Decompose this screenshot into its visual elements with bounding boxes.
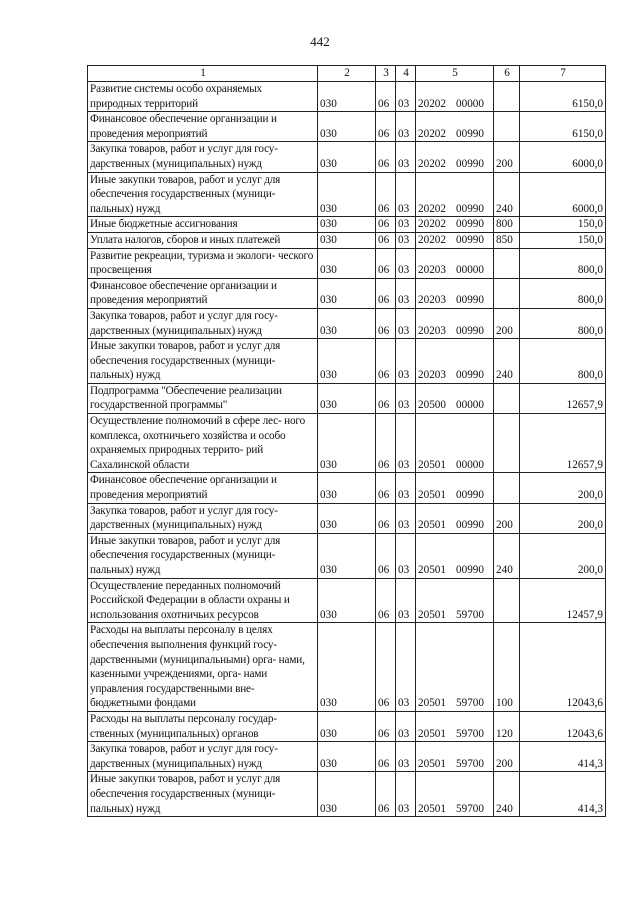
row-subsection-code-cell: 03	[396, 339, 416, 384]
row-amount-cell: 200,0	[520, 533, 606, 578]
row-expense-type-cell: 200	[494, 142, 520, 172]
target-article-program-code: 20501	[418, 697, 446, 710]
row-section-code-cell: 06	[376, 82, 396, 112]
table-row	[88, 742, 606, 772]
row-expense-type-cell: 200	[494, 742, 520, 772]
row-subsection-code-cell: 03	[396, 278, 416, 308]
row-name-cell: Закупка товаров, работ и услуг для госу- дарственных (муниципальных) нужд	[88, 308, 318, 338]
target-article-program-code: 20501	[418, 802, 446, 815]
row-name-cell: Развитие системы особо охраняемых природных территорий	[88, 82, 318, 112]
table-row	[88, 248, 606, 278]
target-article-program-code: 20203	[418, 369, 446, 382]
row-target-article-cell	[416, 711, 494, 741]
row-subsection-code-cell: 03	[396, 742, 416, 772]
row-target-article-cell	[416, 742, 494, 772]
table-row	[88, 142, 606, 172]
row-name-cell: Иные закупки товаров, работ и услуг для обеспечения государственных (муници- пальных) нужд	[88, 172, 318, 217]
row-amount-cell: 150,0	[520, 232, 606, 248]
target-article-direction-code: 00000	[456, 399, 484, 412]
row-amount-cell: 200,0	[520, 473, 606, 503]
table-row	[88, 308, 606, 338]
row-expense-type-cell	[494, 112, 520, 142]
row-amount-cell: 12457,9	[520, 578, 606, 623]
row-ministry-code-cell: 030	[318, 112, 376, 142]
row-section-code-cell: 06	[376, 308, 396, 338]
target-article-direction-code: 00990	[456, 294, 484, 307]
header-col-5: 5	[416, 66, 494, 82]
row-name-cell: Финансовое обеспечение организации и проведения мероприятий	[88, 473, 318, 503]
row-expense-type-cell	[494, 383, 520, 413]
header-col-3: 3	[376, 66, 396, 82]
row-name-cell: Закупка товаров, работ и услуг для госу- дарственных (муниципальных) нужд	[88, 503, 318, 533]
row-expense-type-cell: 240	[494, 772, 520, 817]
row-section-code-cell: 06	[376, 142, 396, 172]
target-article-program-code: 20500	[418, 399, 446, 412]
table-row	[88, 232, 606, 248]
row-name-cell: Финансовое обеспечение организации и проведения мероприятий	[88, 112, 318, 142]
row-amount-cell: 6150,0	[520, 112, 606, 142]
table-body	[88, 82, 606, 817]
row-section-code-cell: 06	[376, 112, 396, 142]
row-target-article-cell	[416, 308, 494, 338]
target-article-direction-code: 00990	[456, 324, 484, 337]
row-section-code-cell: 06	[376, 473, 396, 503]
table-row	[88, 414, 606, 473]
table-row	[88, 503, 606, 533]
row-subsection-code-cell: 03	[396, 232, 416, 248]
row-expense-type-cell: 200	[494, 503, 520, 533]
row-name-cell: Закупка товаров, работ и услуг для госу- дарственных (муниципальных) нужд	[88, 742, 318, 772]
row-name-cell: Расходы на выплаты персоналу государ- ственных (муниципальных) органов	[88, 711, 318, 741]
row-expense-type-cell: 850	[494, 232, 520, 248]
row-expense-type-cell	[494, 414, 520, 473]
target-article-program-code: 20202	[418, 97, 446, 110]
row-expense-type-cell: 240	[494, 339, 520, 384]
row-amount-cell: 12657,9	[520, 383, 606, 413]
row-section-code-cell: 06	[376, 742, 396, 772]
row-ministry-code-cell: 030	[318, 414, 376, 473]
row-ministry-code-cell: 030	[318, 383, 376, 413]
row-section-code-cell: 06	[376, 711, 396, 741]
target-article-direction-code: 00990	[456, 369, 484, 382]
row-subsection-code-cell: 03	[396, 711, 416, 741]
row-amount-cell: 150,0	[520, 217, 606, 233]
page-number: 442	[310, 34, 330, 49]
row-name-cell: Закупка товаров, работ и услуг для госу- дарственных (муниципальных) нужд	[88, 142, 318, 172]
row-name-cell: Иные закупки товаров, работ и услуг для обеспечения государственных (муници- пальных) нужд	[88, 339, 318, 384]
budget-table	[87, 65, 606, 817]
row-target-article-cell	[416, 217, 494, 233]
target-article-direction-code: 00000	[456, 97, 484, 110]
row-name-cell: Иные закупки товаров, работ и услуг для обеспечения государственных (муници- пальных) нужд	[88, 533, 318, 578]
row-section-code-cell: 06	[376, 172, 396, 217]
target-article-program-code: 20501	[418, 608, 446, 621]
row-section-code-cell: 06	[376, 533, 396, 578]
row-amount-cell: 800,0	[520, 248, 606, 278]
row-subsection-code-cell: 03	[396, 308, 416, 338]
target-article-direction-code: 00990	[456, 233, 484, 246]
row-section-code-cell: 06	[376, 217, 396, 233]
header-col-7: 7	[520, 66, 606, 82]
table-row	[88, 278, 606, 308]
table-row	[88, 172, 606, 217]
table-header-row	[88, 66, 606, 82]
row-ministry-code-cell: 030	[318, 232, 376, 248]
table-row	[88, 82, 606, 112]
row-ministry-code-cell: 030	[318, 578, 376, 623]
table-row	[88, 711, 606, 741]
row-expense-type-cell: 100	[494, 623, 520, 712]
target-article-program-code: 20501	[418, 519, 446, 532]
row-amount-cell: 12657,9	[520, 414, 606, 473]
row-ministry-code-cell: 030	[318, 503, 376, 533]
table-row	[88, 772, 606, 817]
row-ministry-code-cell: 030	[318, 533, 376, 578]
target-article-program-code: 20202	[418, 157, 446, 170]
table-row	[88, 578, 606, 623]
target-article-program-code: 20203	[418, 324, 446, 337]
header-col-2: 2	[318, 66, 376, 82]
row-subsection-code-cell: 03	[396, 623, 416, 712]
row-amount-cell: 800,0	[520, 308, 606, 338]
row-section-code-cell: 06	[376, 414, 396, 473]
row-ministry-code-cell: 030	[318, 623, 376, 712]
row-target-article-cell	[416, 339, 494, 384]
row-expense-type-cell	[494, 578, 520, 623]
target-article-program-code: 20501	[418, 727, 446, 740]
target-article-program-code: 20501	[418, 489, 446, 502]
target-article-program-code: 20501	[418, 564, 446, 576]
row-amount-cell: 6000,0	[520, 142, 606, 172]
row-name-cell: Иные бюджетные ассигнования	[88, 217, 318, 233]
table-row	[88, 217, 606, 233]
row-section-code-cell: 06	[376, 383, 396, 413]
row-amount-cell: 800,0	[520, 339, 606, 384]
row-ministry-code-cell: 030	[318, 82, 376, 112]
row-section-code-cell: 06	[376, 578, 396, 623]
row-expense-type-cell	[494, 82, 520, 112]
target-article-direction-code: 00000	[456, 264, 484, 277]
row-amount-cell: 414,3	[520, 772, 606, 817]
target-article-program-code: 20202	[418, 218, 446, 231]
row-name-cell: Подпрограмма "Обеспечение реализации государственной программы"	[88, 383, 318, 413]
row-section-code-cell: 06	[376, 248, 396, 278]
target-article-direction-code: 00990	[456, 519, 484, 532]
table-row	[88, 112, 606, 142]
target-article-direction-code: 59700	[456, 802, 484, 815]
table-row	[88, 383, 606, 413]
row-target-article-cell	[416, 414, 494, 473]
row-name-cell: Развитие рекреации, туризма и экологи- ческого просвещения	[88, 248, 318, 278]
target-article-program-code: 20203	[418, 294, 446, 307]
row-subsection-code-cell: 03	[396, 217, 416, 233]
row-amount-cell: 800,0	[520, 278, 606, 308]
row-ministry-code-cell: 030	[318, 711, 376, 741]
row-subsection-code-cell: 03	[396, 383, 416, 413]
row-subsection-code-cell: 03	[396, 503, 416, 533]
row-section-code-cell: 06	[376, 339, 396, 384]
target-article-program-code: 20202	[418, 233, 446, 246]
row-amount-cell: 12043,6	[520, 711, 606, 741]
row-section-code-cell: 06	[376, 232, 396, 248]
row-ministry-code-cell: 030	[318, 217, 376, 233]
row-name-cell: Осуществление полномочий в сфере лес- ного комплекса, охотничьего хозяйства и особо охраняемых природных террито- рий Сахалинской области	[88, 414, 318, 473]
row-expense-type-cell: 200	[494, 308, 520, 338]
row-section-code-cell: 06	[376, 278, 396, 308]
target-article-direction-code: 00990	[456, 218, 484, 231]
row-name-cell: Иные закупки товаров, работ и услуг для обеспечения государственных (муници- пальных) нужд	[88, 772, 318, 817]
row-target-article-cell	[416, 82, 494, 112]
row-ministry-code-cell: 030	[318, 742, 376, 772]
row-expense-type-cell: 240	[494, 172, 520, 217]
row-subsection-code-cell: 03	[396, 533, 416, 578]
row-target-article-cell	[416, 142, 494, 172]
target-article-program-code: 20202	[418, 202, 446, 215]
row-name-cell: Уплата налогов, сборов и иных платежей	[88, 232, 318, 248]
row-section-code-cell: 06	[376, 623, 396, 712]
target-article-program-code: 20202	[418, 127, 446, 140]
row-ministry-code-cell: 030	[318, 308, 376, 338]
row-target-article-cell	[416, 383, 494, 413]
row-target-article-cell	[416, 112, 494, 142]
target-article-program-code: 20203	[418, 264, 446, 277]
row-target-article-cell	[416, 172, 494, 217]
target-article-direction-code: 00000	[456, 458, 484, 471]
row-target-article-cell	[416, 623, 494, 712]
target-article-program-code: 20501	[418, 757, 446, 770]
row-target-article-cell	[416, 772, 494, 817]
row-ministry-code-cell: 030	[318, 339, 376, 384]
row-amount-cell: 200,0	[520, 503, 606, 533]
row-subsection-code-cell: 03	[396, 473, 416, 503]
row-amount-cell: 6150,0	[520, 82, 606, 112]
target-article-direction-code: 00990	[456, 202, 484, 215]
row-subsection-code-cell: 03	[396, 142, 416, 172]
header-col-4: 4	[396, 66, 416, 82]
row-target-article-cell	[416, 232, 494, 248]
row-section-code-cell: 06	[376, 503, 396, 533]
row-subsection-code-cell: 03	[396, 248, 416, 278]
row-target-article-cell	[416, 533, 494, 578]
target-article-direction-code: 00990	[456, 489, 484, 502]
target-article-direction-code: 59700	[456, 608, 484, 621]
header-col-1: 1	[88, 66, 318, 82]
row-subsection-code-cell: 03	[396, 772, 416, 817]
row-amount-cell: 12043,6	[520, 623, 606, 712]
row-subsection-code-cell: 03	[396, 414, 416, 473]
row-ministry-code-cell: 030	[318, 772, 376, 817]
row-ministry-code-cell: 030	[318, 473, 376, 503]
row-target-article-cell	[416, 473, 494, 503]
target-article-direction-code: 00990	[456, 157, 484, 170]
target-article-program-code: 20501	[418, 458, 446, 471]
row-amount-cell: 414,3	[520, 742, 606, 772]
target-article-direction-code: 59700	[456, 757, 484, 770]
row-subsection-code-cell: 03	[396, 112, 416, 142]
row-ministry-code-cell: 030	[318, 142, 376, 172]
row-expense-type-cell: 120	[494, 711, 520, 741]
row-target-article-cell	[416, 578, 494, 623]
row-expense-type-cell: 800	[494, 217, 520, 233]
row-subsection-code-cell: 03	[396, 82, 416, 112]
row-expense-type-cell	[494, 473, 520, 503]
row-target-article-cell	[416, 503, 494, 533]
table-row	[88, 473, 606, 503]
table-row	[88, 623, 606, 712]
row-name-cell: Осуществление переданных полномочий Российской Федерации в области охраны и использования охотничьих ресурсов	[88, 578, 318, 623]
row-subsection-code-cell: 03	[396, 578, 416, 623]
row-name-cell: Финансовое обеспечение организации и проведения мероприятий	[88, 278, 318, 308]
header-col-6: 6	[494, 66, 520, 82]
table-row	[88, 339, 606, 384]
row-section-code-cell: 06	[376, 772, 396, 817]
row-target-article-cell	[416, 278, 494, 308]
target-article-direction-code: 59700	[456, 697, 484, 710]
target-article-direction-code: 00990	[456, 564, 484, 576]
row-ministry-code-cell: 030	[318, 172, 376, 217]
table-row	[88, 533, 606, 578]
target-article-direction-code: 00990	[456, 127, 484, 140]
row-subsection-code-cell: 03	[396, 172, 416, 217]
target-article-direction-code: 59700	[456, 727, 484, 740]
row-name-cell: Расходы на выплаты персоналу в целях обеспечения выполнения функций госу- дарственными (муниципальными) орга- нами, казенными учреждениями, орга- нами управления государственными вне- бюджетными фондами	[88, 623, 318, 712]
row-expense-type-cell: 240	[494, 533, 520, 578]
row-ministry-code-cell: 030	[318, 278, 376, 308]
row-target-article-cell	[416, 248, 494, 278]
row-amount-cell: 6000,0	[520, 172, 606, 217]
row-ministry-code-cell: 030	[318, 248, 376, 278]
row-expense-type-cell	[494, 278, 520, 308]
row-expense-type-cell	[494, 248, 520, 278]
